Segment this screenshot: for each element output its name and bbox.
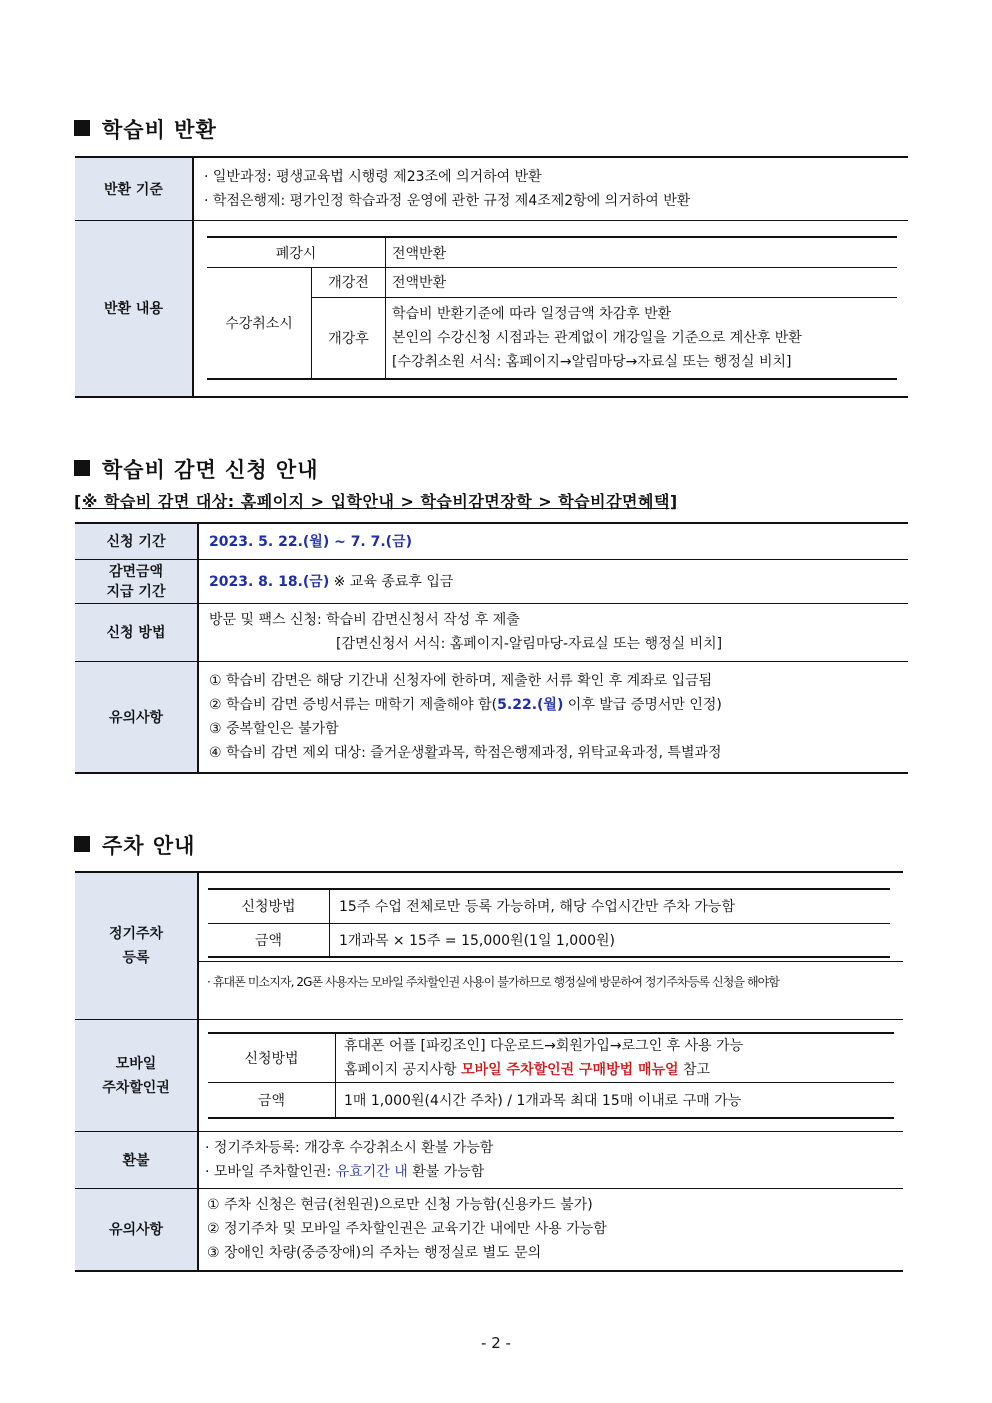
parking-notice-label: 유의사항 [75,1189,198,1271]
refund-content-cell [193,220,908,397]
payment-value: 2023. 8. 18.(금) ※ 교육 종료후 입금 [198,559,908,603]
discount-target-note: [※ 학습비 감면 대상: 홈페이지 > 입학안내 > 학습비감면장학 > 학습비감면혜택] [74,492,678,511]
method-label: 신청 방법 [75,603,198,661]
mob-method-value: 휴대폰 어플 [파킹조인] 다운로드→회원가입→로그인 후 사용 가능 홈페이지 공지사항 모바일 주차할인권 구매방법 매뉴얼 참고 [336,1033,895,1083]
refund-table [75,156,908,398]
regular-inner-table [208,888,890,958]
before-value: 전액반환 [386,267,898,297]
before-label: 개강전 [312,267,386,297]
square-bullet-icon [74,460,90,476]
refund-criteria-label: 반환 기준 [75,157,193,220]
mob-method-label: 신청방법 [208,1033,336,1083]
parking-table [75,871,903,1272]
reg-fee-label: 금액 [208,923,330,957]
parking-notice-value: ① 주차 신청은 현금(천원권)으로만 신청 가능함(신용카드 불가) ② 정기주차 및 모바일 주차할인권은 교육기간 내에만 사용 가능함 ③ 장애인 차량(중증장애)의 주차는 행정실로 별도 문의 [207,1197,607,1262]
section-title-discount: 학습비 감면 신청 안내 [74,454,319,484]
mob-fee-value: 1매 1,000원(4시간 주차) / 1개과목 최대 15매 이내로 구매 가능 [344,1093,742,1109]
mobile-coupon-cell [198,1020,903,1132]
regular-parking-label: 정기주차 등록 [75,872,198,1020]
regular-parking-cell [198,872,903,1020]
payment-label: 감면금액 지급 기간 [75,559,198,603]
cancel-label: 수강취소시 [207,267,312,379]
discount-notice-value: ① 학습비 감면은 해당 기간내 신청자에 한하며, 제출한 서류 확인 후 계좌로 입금됨 ② 학습비 감면 증빙서류는 매학기 제출해야 함(5.22.(월) 이후 발급 증명서만 인정) ③ 중복할인은 불가함 ④ 학습비 감면 제외 대상: 즐거운생활과목, 학점은행제과정, 위탁교육과정, 특별과정 [209,672,722,761]
discount-notice-label: 유의사항 [75,661,198,773]
discount-table [75,522,908,774]
square-bullet-icon [74,120,90,136]
period-value: 2023. 5. 22.(월) ~ 7. 7.(금) [198,523,908,559]
square-bullet-icon [74,836,90,852]
refund-criteria-content: · 일반과정: 평생교육법 시행령 제23조에 의거하여 반환 · 학점은행제: 평가인정 학습과정 운영에 관한 규정 제4조제2항에 의거하여 반환 [193,157,908,220]
closed-label: 폐강시 [207,237,386,267]
regular-parking-note: · 휴대폰 미소지자, 2G폰 사용자는 모바일 주차할인권 사용이 불가하므로 행정실에 방문하여 정기주차등록 신청을 해야함 [207,975,780,989]
reg-method-value: 15주 수업 전체로만 등록 가능하며, 해당 수업시간만 주차 가능함 [330,889,891,923]
method-value: 방문 및 팩스 신청: 학습비 감면신청서 작성 후 제출 [감면신청서 서식: 홈페이지-알림마당-자료실 또는 행정실 비치] [198,603,908,661]
refund-inner-table [207,236,897,380]
closed-value: 전액반환 [386,237,898,267]
parking-refund-value: · 정기주차등록: 개강후 수강취소시 환불 가능함 · 모바일 주차할인권: 유효기간 내 환불 가능함 [198,1132,903,1189]
after-value: 학습비 반환기준에 따라 일정금액 차감후 반환 본인의 수강신청 시점과는 관계없이 개강일을 기준으로 계산후 반환 [수강취소원 서식: 홈페이지→알림마당→자료실 또는 행정실 비치] [392,306,802,370]
mob-fee-label: 금액 [208,1082,336,1118]
after-label: 개강후 [312,297,386,379]
page-number: - 2 - [481,1334,511,1352]
refund-content-label: 반환 내용 [75,220,193,397]
reg-method-label: 신청방법 [208,889,330,923]
mobile-inner-table [208,1032,894,1120]
period-label: 신청 기간 [75,523,198,559]
reg-fee-value: 1개과목 × 15주 = 15,000원(1일 1,000원) [339,932,615,949]
section-title-refund: 학습비 반환 [74,114,217,144]
section-title-parking: 주차 안내 [74,830,195,860]
mobile-coupon-label: 모바일 주차할인권 [75,1020,198,1132]
parking-refund-label: 환불 [75,1132,198,1189]
